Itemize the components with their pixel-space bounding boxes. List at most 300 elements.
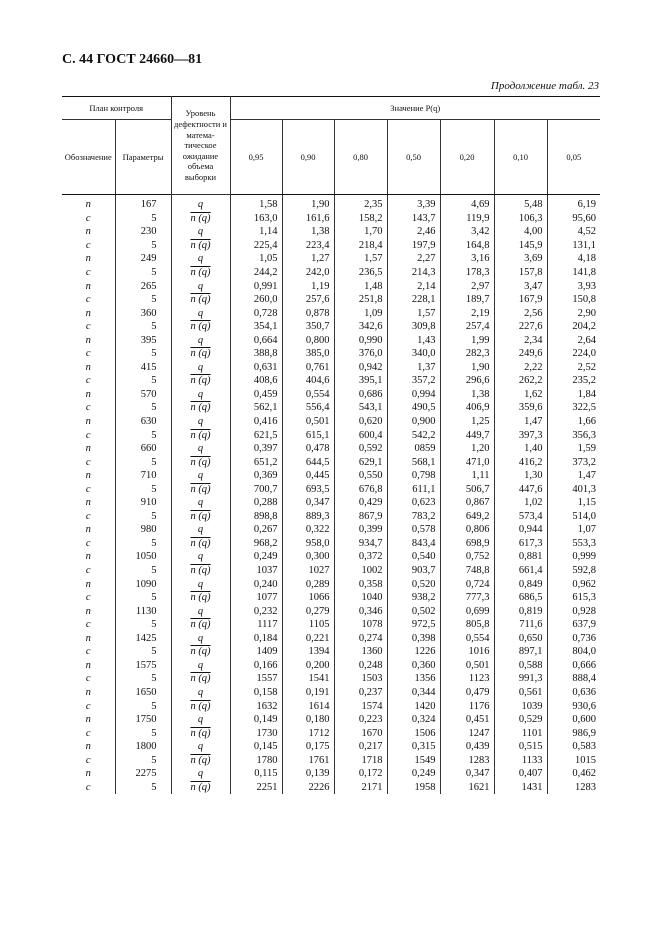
parameter-cell: 5 [115, 293, 171, 307]
probability-cell: 447,6 [494, 482, 547, 496]
probability-cell: 0,175 [282, 740, 334, 754]
table-row [62, 659, 600, 673]
parameter-cell: 1750 [115, 713, 171, 727]
probability-cell: 0,881 [494, 550, 547, 564]
probability-cell: 143,7 [387, 212, 440, 226]
probability-cell: 1,15 [547, 496, 600, 510]
probability-cell: 1066 [282, 591, 334, 605]
probability-cell: 189,7 [440, 293, 494, 307]
designation-cell: c [85, 294, 91, 306]
probability-cell: 244,2 [230, 266, 282, 280]
level-cell: q [171, 361, 230, 375]
table-row [62, 293, 600, 307]
probability-cell: 711,6 [494, 618, 547, 632]
probability-cell: 0,878 [282, 306, 334, 320]
probability-cell: 2,35 [334, 195, 387, 212]
probability-cell: 1,38 [282, 225, 334, 239]
probability-cell: 0,149 [230, 713, 282, 727]
level-cell: n (q) [171, 564, 230, 578]
probability-cell: 748,8 [440, 564, 494, 578]
probability-cell: 1574 [334, 699, 387, 713]
level-cell: n (q) [171, 645, 230, 659]
probability-cell: 1356 [387, 672, 440, 686]
parameter-cell: 395 [115, 333, 171, 347]
probability-cell: 161,6 [282, 212, 334, 226]
parameter-cell: 5 [115, 482, 171, 496]
designation-cell: c [85, 781, 91, 793]
parameter-cell: 5 [115, 374, 171, 388]
probability-cell: 1078 [334, 618, 387, 632]
probability-cell: 629,1 [334, 455, 387, 469]
table-row [62, 428, 600, 442]
table-row [62, 225, 600, 239]
probability-cell: 0,819 [494, 604, 547, 618]
parameter-cell: 1800 [115, 740, 171, 754]
probability-cell: 1670 [334, 726, 387, 740]
probability-cell: 150,8 [547, 293, 600, 307]
level-cell: n (q) [171, 726, 230, 740]
designation-cell: c [85, 537, 91, 549]
probability-cell: 1,27 [282, 252, 334, 266]
probability-cell: 0,347 [440, 767, 494, 781]
probability-cell: 805,8 [440, 618, 494, 632]
parameter-cell: 5 [115, 239, 171, 253]
table-row [62, 591, 600, 605]
probability-cell: 0,300 [282, 550, 334, 564]
designation-cell: n [85, 686, 91, 698]
probability-cell: 542,2 [387, 428, 440, 442]
probability-cell: 1,37 [387, 361, 440, 375]
table-row [62, 482, 600, 496]
probability-cell: 1557 [230, 672, 282, 686]
probability-cell: 2,90 [547, 306, 600, 320]
table-row [62, 645, 600, 659]
table-row [62, 726, 600, 740]
level-cell: n (q) [171, 428, 230, 442]
designation-cell: n [85, 524, 91, 536]
table-row [62, 320, 600, 334]
probability-cell: 1632 [230, 699, 282, 713]
level-cell: n (q) [171, 374, 230, 388]
probability-cell: 934,7 [334, 537, 387, 551]
probability-cell: 568,1 [387, 455, 440, 469]
probability-cell: 592,8 [547, 564, 600, 578]
probability-cell: 1,99 [440, 333, 494, 347]
table-row [62, 632, 600, 646]
probability-cell: 388,8 [230, 347, 282, 361]
level-cell: n (q) [171, 401, 230, 415]
probability-cell: 416,2 [494, 455, 547, 469]
level-cell: n (q) [171, 699, 230, 713]
header-value: Значение P(q) [230, 97, 600, 120]
probability-cell: 1283 [440, 753, 494, 767]
level-cell: n (q) [171, 591, 230, 605]
designation-cell: c [85, 375, 91, 387]
page-header: С. 44 ГОСТ 24660—81 [62, 52, 203, 67]
probability-cell: 0,561 [494, 686, 547, 700]
probability-cell: 218,4 [334, 239, 387, 253]
designation-cell: c [85, 402, 91, 414]
probability-cell: 0,631 [230, 361, 282, 375]
probability-cell: 0,999 [547, 550, 600, 564]
probability-cell: 1105 [282, 618, 334, 632]
table-row [62, 455, 600, 469]
designation-cell: n [85, 632, 91, 644]
designation-cell: n [85, 551, 91, 563]
parameter-cell: 249 [115, 252, 171, 266]
designation-cell: c [85, 673, 91, 685]
probability-cell: 385,0 [282, 347, 334, 361]
probability-cell: 0,588 [494, 659, 547, 673]
level-cell: q [171, 523, 230, 537]
probability-cell: 0,184 [230, 632, 282, 646]
probability-cell: 0,636 [547, 686, 600, 700]
probability-cell: 0,583 [547, 740, 600, 754]
probability-cell: 0,502 [387, 604, 440, 618]
probability-cell: 1360 [334, 645, 387, 659]
probability-cell: 556,4 [282, 401, 334, 415]
probability-cell: 0,666 [547, 659, 600, 673]
parameter-cell: 5 [115, 672, 171, 686]
probability-cell: 471,0 [440, 455, 494, 469]
probability-cell: 0,752 [440, 550, 494, 564]
table-row [62, 781, 600, 795]
table-row [62, 388, 600, 402]
probability-cell: 1958 [387, 781, 440, 795]
probability-cell: 0,166 [230, 659, 282, 673]
probability-cell: 644,5 [282, 455, 334, 469]
parameter-cell: 5 [115, 564, 171, 578]
probability-cell: 260,0 [230, 293, 282, 307]
probability-cell: 373,2 [547, 455, 600, 469]
probability-cell: 157,8 [494, 266, 547, 280]
probability-cell: 0,578 [387, 523, 440, 537]
table-row [62, 469, 600, 483]
parameter-cell: 5 [115, 347, 171, 361]
probability-cell: 1,30 [494, 469, 547, 483]
probability-cell: 342,6 [334, 320, 387, 334]
probability-cell: 0,479 [440, 686, 494, 700]
probability-cell: 0,397 [230, 442, 282, 456]
probability-cell: 0,439 [440, 740, 494, 754]
probability-cell: 1,47 [547, 469, 600, 483]
level-cell: q [171, 469, 230, 483]
probability-cell: 1409 [230, 645, 282, 659]
probability-cell: 991,3 [494, 672, 547, 686]
probability-cell: 1283 [547, 781, 600, 795]
probability-cell: 0,115 [230, 767, 282, 781]
probability-cell: 1,90 [440, 361, 494, 375]
probability-cell: 1,58 [230, 195, 282, 212]
probability-cell: 0,274 [334, 632, 387, 646]
probability-cell: 227,6 [494, 320, 547, 334]
probability-cell: 2,19 [440, 306, 494, 320]
parameter-cell: 710 [115, 469, 171, 483]
table-row [62, 753, 600, 767]
probability-cell: 357,2 [387, 374, 440, 388]
probability-cell: 145,9 [494, 239, 547, 253]
probability-cell: 0,798 [387, 469, 440, 483]
probability-cell: 1,84 [547, 388, 600, 402]
probability-cell: 1,59 [547, 442, 600, 456]
probability-cell: 0,200 [282, 659, 334, 673]
designation-cell: c [85, 619, 91, 631]
probability-cell: 197,9 [387, 239, 440, 253]
level-cell: n (q) [171, 753, 230, 767]
probability-cell: 804,0 [547, 645, 600, 659]
designation-cell: c [85, 321, 91, 333]
table-row [62, 252, 600, 266]
probability-cell: 0,623 [387, 496, 440, 510]
probability-cell: 0,369 [230, 469, 282, 483]
designation-cell: n [85, 497, 91, 509]
header-level: Уровень дефектности и математическое ожидание объема выборки [171, 97, 230, 195]
probability-cell: 282,3 [440, 347, 494, 361]
probability-cell: 0,249 [387, 767, 440, 781]
probability-cell: 0,462 [547, 767, 600, 781]
table-row [62, 195, 600, 212]
probability-cell: 972,5 [387, 618, 440, 632]
designation-cell: c [85, 483, 91, 495]
probability-cell: 0,267 [230, 523, 282, 537]
probability-cell: 1,48 [334, 279, 387, 293]
designation-cell: n [85, 443, 91, 455]
probability-cell: 257,6 [282, 293, 334, 307]
level-cell: q [171, 442, 230, 456]
parameter-cell: 5 [115, 401, 171, 415]
probability-cell: 661,4 [494, 564, 547, 578]
table-row [62, 618, 600, 632]
table-row [62, 496, 600, 510]
probability-cell: 543,1 [334, 401, 387, 415]
level-cell: n (q) [171, 212, 230, 226]
probability-cell: 0,407 [494, 767, 547, 781]
designation-cell: c [85, 348, 91, 360]
probability-cell: 0,360 [387, 659, 440, 673]
probability-cell: 1,47 [494, 415, 547, 429]
header-p-column: 0,90 [282, 120, 334, 195]
level-cell: n (q) [171, 672, 230, 686]
probability-cell: 0,416 [230, 415, 282, 429]
probability-cell: 693,5 [282, 482, 334, 496]
level-cell: n (q) [171, 293, 230, 307]
probability-cell: 6,19 [547, 195, 600, 212]
probability-cell: 3,16 [440, 252, 494, 266]
probability-cell: 0,288 [230, 496, 282, 510]
probability-cell: 204,2 [547, 320, 600, 334]
designation-cell: n [85, 714, 91, 726]
probability-cell: 0,249 [230, 550, 282, 564]
probability-cell: 257,4 [440, 320, 494, 334]
probability-cell: 1420 [387, 699, 440, 713]
probability-cell: 235,2 [547, 374, 600, 388]
probability-cell: 617,3 [494, 537, 547, 551]
probability-cell: 958,0 [282, 537, 334, 551]
probability-cell: 1016 [440, 645, 494, 659]
header-p-column: 0,20 [440, 120, 494, 195]
designation-cell: c [85, 267, 91, 278]
probability-cell: 1117 [230, 618, 282, 632]
table-row [62, 374, 600, 388]
probability-cell: 1,43 [387, 333, 440, 347]
probability-cell: 1,09 [334, 306, 387, 320]
table-row [62, 740, 600, 754]
probability-cell: 1015 [547, 753, 600, 767]
probability-cell: 395,1 [334, 374, 387, 388]
level-cell: q [171, 279, 230, 293]
table-row [62, 333, 600, 347]
level-cell: q [171, 740, 230, 754]
probability-cell: 0,664 [230, 333, 282, 347]
probability-cell: 0,520 [387, 577, 440, 591]
table-row [62, 550, 600, 564]
level-cell: q [171, 195, 230, 212]
parameter-cell: 5 [115, 537, 171, 551]
level-cell: n (q) [171, 482, 230, 496]
probability-cell: 0,324 [387, 713, 440, 727]
designation-cell: n [85, 226, 91, 238]
probability-cell: 2,56 [494, 306, 547, 320]
probability-cell: 2171 [334, 781, 387, 795]
level-cell: q [171, 252, 230, 266]
probability-cell: 1761 [282, 753, 334, 767]
parameter-cell: 5 [115, 781, 171, 795]
table-row [62, 577, 600, 591]
level-cell: n (q) [171, 266, 230, 280]
probability-cell: 1,38 [440, 388, 494, 402]
probability-cell: 224,0 [547, 347, 600, 361]
level-cell: q [171, 659, 230, 673]
probability-cell: 0,445 [282, 469, 334, 483]
probability-cell: 0,139 [282, 767, 334, 781]
probability-cell: 0,849 [494, 577, 547, 591]
level-cell: n (q) [171, 510, 230, 524]
probability-cell: 449,7 [440, 428, 494, 442]
table-row [62, 537, 600, 551]
probability-cell: 0,699 [440, 604, 494, 618]
parameter-cell: 660 [115, 442, 171, 456]
probability-cell: 0,800 [282, 333, 334, 347]
probability-cell: 573,4 [494, 510, 547, 524]
probability-cell: 0,279 [282, 604, 334, 618]
level-cell: q [171, 713, 230, 727]
probability-cell: 621,5 [230, 428, 282, 442]
probability-cell: 340,0 [387, 347, 440, 361]
probability-cell: 408,6 [230, 374, 282, 388]
probability-cell: 1621 [440, 781, 494, 795]
table-row [62, 442, 600, 456]
probability-cell: 1027 [282, 564, 334, 578]
probability-cell: 228,1 [387, 293, 440, 307]
designation-cell: n [85, 334, 91, 346]
probability-cell: 514,0 [547, 510, 600, 524]
probability-cell: 649,2 [440, 510, 494, 524]
probability-cell: 506,7 [440, 482, 494, 496]
probability-cell: 1614 [282, 699, 334, 713]
probability-cell: 167,9 [494, 293, 547, 307]
table-row [62, 564, 600, 578]
probability-cell: 322,5 [547, 401, 600, 415]
probability-cell: 0,554 [282, 388, 334, 402]
probability-cell: 1,66 [547, 415, 600, 429]
probability-cell: 214,3 [387, 266, 440, 280]
level-cell: q [171, 550, 230, 564]
level-cell: q [171, 388, 230, 402]
designation-cell: c [85, 510, 91, 522]
probability-cell: 0,550 [334, 469, 387, 483]
probability-cell: 249,6 [494, 347, 547, 361]
probability-cell: 1,40 [494, 442, 547, 456]
parameter-cell: 5 [115, 320, 171, 334]
table-row [62, 415, 600, 429]
designation-cell: n [85, 199, 91, 211]
parameter-cell: 230 [115, 225, 171, 239]
level-cell: n (q) [171, 618, 230, 632]
probability-cell: 4,18 [547, 252, 600, 266]
probability-cell: 0,736 [547, 632, 600, 646]
probability-cell: 611,1 [387, 482, 440, 496]
header-p-column: 0,50 [387, 120, 440, 195]
probability-cell: 2251 [230, 781, 282, 795]
parameter-cell: 5 [115, 455, 171, 469]
probability-cell: 401,3 [547, 482, 600, 496]
parameter-cell: 1130 [115, 604, 171, 618]
probability-cell: 0,900 [387, 415, 440, 429]
designation-cell: n [85, 307, 91, 319]
table-row [62, 686, 600, 700]
probability-cell: 0,232 [230, 604, 282, 618]
probability-cell: 163,0 [230, 212, 282, 226]
designation-cell: n [85, 470, 91, 482]
level-cell: q [171, 577, 230, 591]
probability-cell: 5,48 [494, 195, 547, 212]
probability-cell: 1503 [334, 672, 387, 686]
table-row [62, 266, 600, 280]
probability-cell: 0,248 [334, 659, 387, 673]
probability-cell: 1,25 [440, 415, 494, 429]
probability-cell: 2,64 [547, 333, 600, 347]
parameter-cell: 2275 [115, 767, 171, 781]
parameter-cell: 265 [115, 279, 171, 293]
probability-cell: 0,180 [282, 713, 334, 727]
parameter-cell: 5 [115, 618, 171, 632]
probability-cell: 2,46 [387, 225, 440, 239]
probability-cell: 119,9 [440, 212, 494, 226]
parameter-cell: 630 [115, 415, 171, 429]
probability-cell: 888,4 [547, 672, 600, 686]
probability-cell: 0,145 [230, 740, 282, 754]
probability-cell: 0,429 [334, 496, 387, 510]
probability-cell: 986,9 [547, 726, 600, 740]
probability-cell: 1040 [334, 591, 387, 605]
designation-cell: c [85, 565, 91, 577]
probability-cell: 0,650 [494, 632, 547, 646]
probability-cell: 164,8 [440, 239, 494, 253]
probability-cell: 0,592 [334, 442, 387, 456]
probability-cell: 1,20 [440, 442, 494, 456]
probability-cell: 178,3 [440, 266, 494, 280]
table-row [62, 361, 600, 375]
probability-cell: 223,4 [282, 239, 334, 253]
probability-cell: 0,344 [387, 686, 440, 700]
probability-cell: 0,761 [282, 361, 334, 375]
parameter-cell: 1425 [115, 632, 171, 646]
designation-cell: n [85, 578, 91, 590]
probability-cell: 376,0 [334, 347, 387, 361]
probability-cell: 1101 [494, 726, 547, 740]
parameter-cell: 1575 [115, 659, 171, 673]
probability-cell: 783,2 [387, 510, 440, 524]
